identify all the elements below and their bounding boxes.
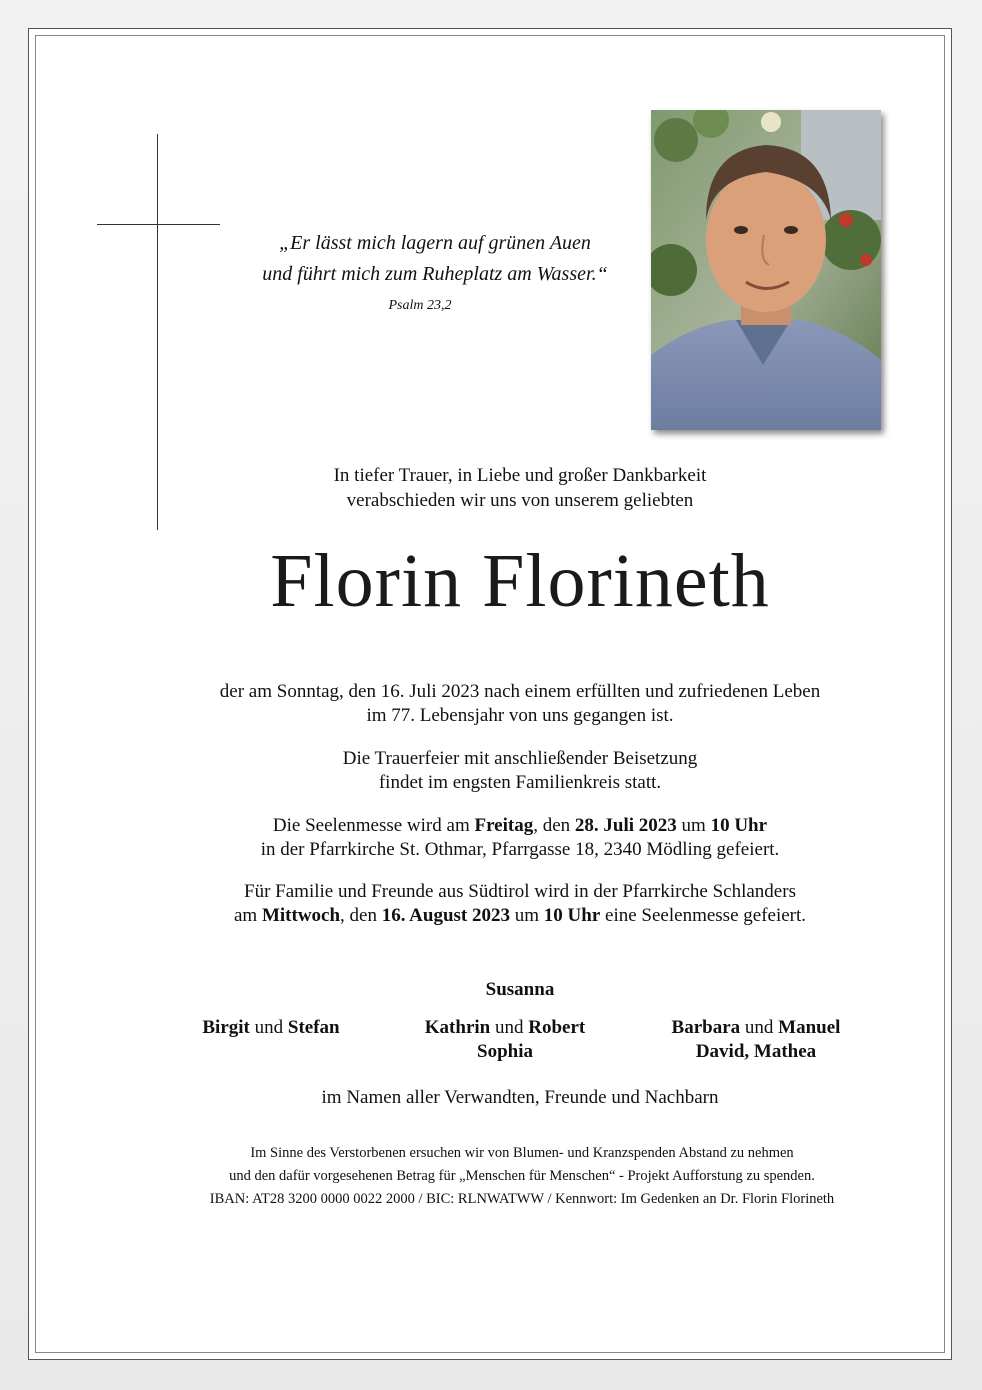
death-line-2: im 77. Lebensjahr von uns gegangen ist. — [366, 705, 674, 726]
family-and: und — [249, 1017, 288, 1038]
death-line-1: der am Sonntag, den 16. Juli 2023 nach einem erfüllten und zufriedenen Leben — [219, 681, 821, 702]
mass1-line-2: in der Pfarrkirche St. Othmar, Pfarrgasse 18, 2340 Mödling gefeiert. — [260, 839, 780, 860]
family-name: Robert — [528, 1017, 586, 1038]
donation-line-3: IBAN: AT28 3200 0000 0022 2000 / BIC: RLNWATWW / Kennwort: Im Gedenken an Dr. Florin Florineth — [209, 1191, 835, 1207]
funeral-line-2: findet im engsten Familienkreis statt. — [378, 772, 662, 793]
mass2-text: , den — [340, 905, 382, 926]
quote-source: Psalm 23,2 — [388, 298, 452, 313]
family-member-top: Susanna — [485, 979, 555, 1000]
funeral-line-1: Die Trauerfeier mit anschließender Beisetzung — [342, 748, 698, 769]
deceased-name: Florin Florineth — [270, 539, 770, 623]
family-name: Barbara — [671, 1017, 741, 1038]
family-name: Stefan — [287, 1017, 340, 1038]
mass2-text: um — [510, 905, 544, 926]
family-group-3 — [626, 1016, 886, 1064]
intro-line-1: In tiefer Trauer, in Liebe und großer Dankbarkeit — [333, 465, 707, 486]
intro-line-2: verabschieden wir uns von unserem geliebten — [346, 490, 694, 511]
cross-icon — [157, 134, 158, 530]
on-behalf-text: im Namen aller Verwandten, Freunde und Nachbarn — [321, 1087, 719, 1108]
family-line-2 — [375, 1040, 635, 1064]
intro-text — [220, 463, 820, 513]
family-children: Sophia — [477, 1041, 533, 1062]
family-name: Kathrin — [424, 1017, 491, 1038]
cross-icon-bar — [97, 224, 220, 225]
mass-notice-1 — [120, 814, 920, 862]
portrait-photo — [651, 110, 881, 430]
mass2-line-1: Für Familie und Freunde aus Südtirol wird in der Pfarrkirche Schlanders — [244, 881, 796, 902]
mass1-text: , den — [533, 815, 575, 836]
family-line — [626, 1016, 886, 1040]
death-notice — [120, 680, 920, 728]
family-and: und — [490, 1017, 529, 1038]
mass1-date: 28. Juli 2023 — [574, 815, 677, 836]
mass1-text: um — [676, 815, 711, 836]
mass1-time: 10 Uhr — [710, 815, 768, 836]
quote-line-1: „Er lässt mich lagern auf grünen Auen — [279, 232, 591, 254]
mass2-text: am — [233, 905, 262, 926]
family-line — [141, 1016, 401, 1040]
family-name: Manuel — [778, 1017, 841, 1038]
mass1-text: Die Seelenmesse wird am — [272, 815, 475, 836]
portrait-image — [651, 110, 881, 430]
family-name: Birgit — [202, 1017, 250, 1038]
mass2-date: 16. August 2023 — [381, 905, 511, 926]
funeral-notice — [120, 747, 920, 795]
family-group-1 — [141, 1016, 401, 1040]
mass2-text: eine Seelenmesse gefeiert. — [600, 905, 807, 926]
family-and: und — [740, 1017, 779, 1038]
donation-note — [100, 1142, 944, 1211]
family-line-2 — [626, 1040, 886, 1064]
family-line — [375, 1016, 635, 1040]
donation-line-1: Im Sinne des Verstorbenen ersuchen wir von Blumen- und Kranzspenden Abstand zu nehmen — [250, 1145, 794, 1161]
mass1-line-1 — [120, 814, 920, 838]
quote-line-2: und führt mich zum Ruheplatz am Wasser.“ — [262, 263, 608, 285]
donation-line-2: und den dafür vorgesehenen Betrag für „Menschen für Menschen“ - Projekt Aufforstung zu spenden. — [229, 1168, 815, 1184]
mass-notice-2 — [120, 880, 920, 928]
mass2-day: Mittwoch — [261, 905, 341, 926]
family-group-2 — [375, 1016, 635, 1064]
mass2-time: 10 Uhr — [543, 905, 601, 926]
mass2-line-2 — [120, 904, 920, 928]
mass1-day: Freitag — [474, 815, 534, 836]
family-children: David, Mathea — [695, 1041, 817, 1062]
psalm-quote — [220, 228, 650, 290]
